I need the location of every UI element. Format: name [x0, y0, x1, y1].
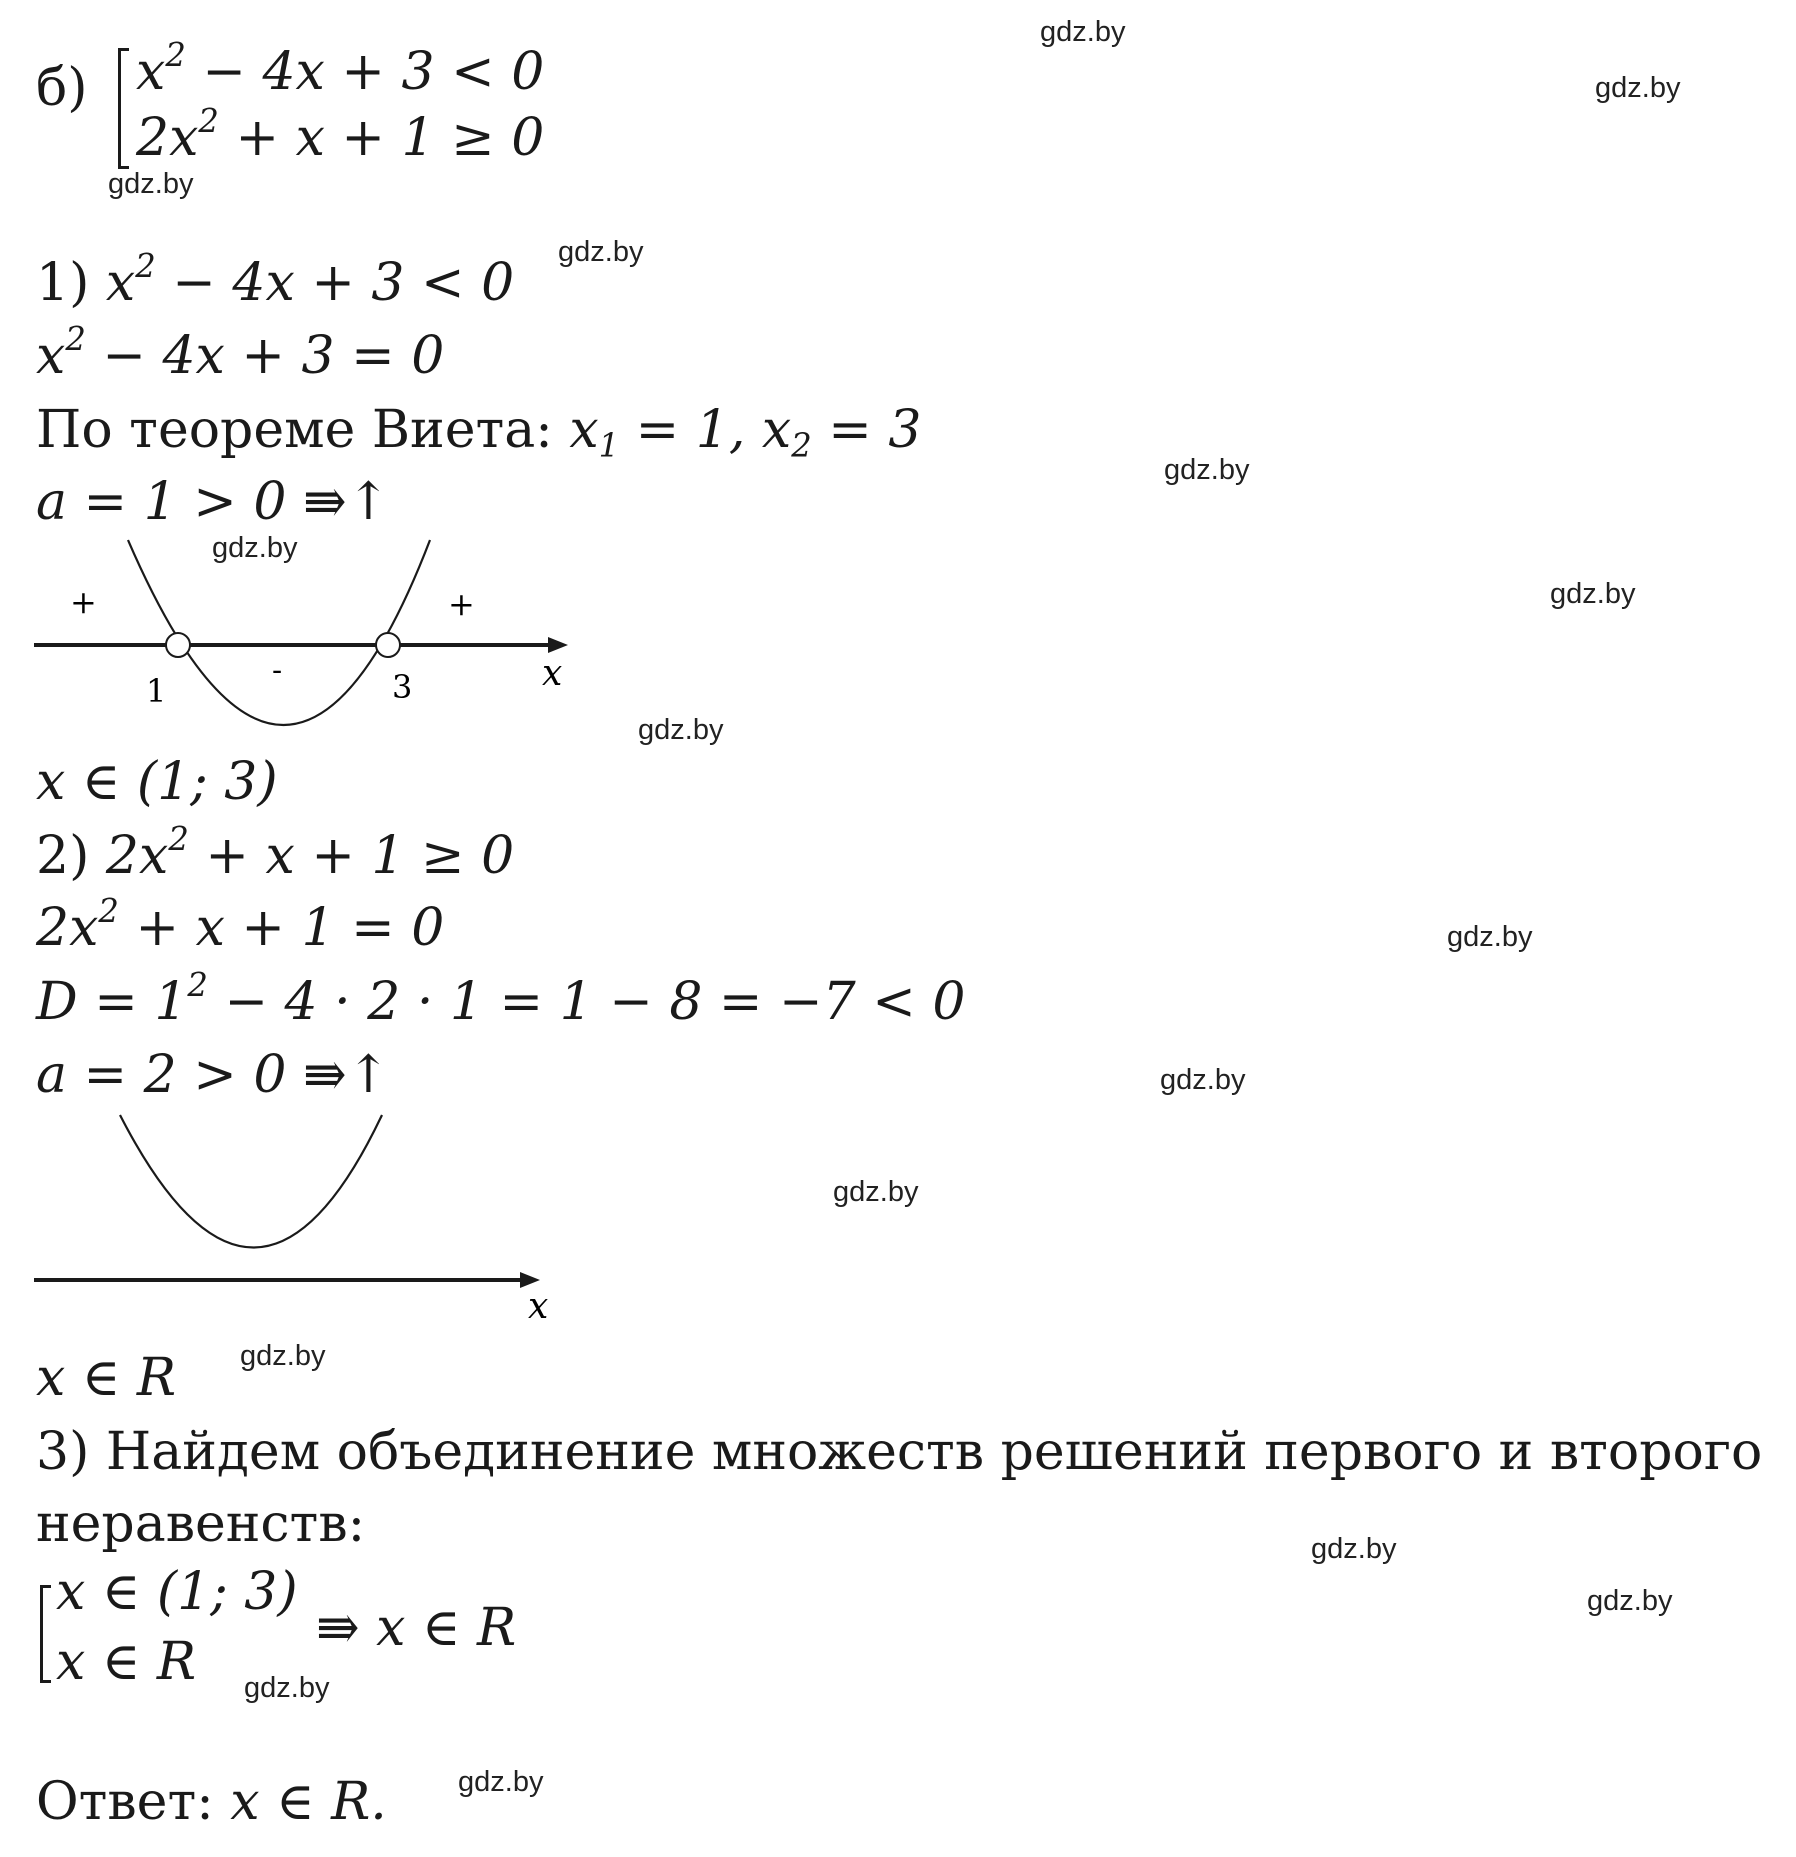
watermark: gdz.by	[1164, 454, 1250, 486]
part3-line2: неравенств:	[36, 1494, 366, 1554]
root-label-3: 3	[392, 668, 413, 706]
watermark: gdz.by	[458, 1766, 544, 1798]
watermark: gdz.by	[1311, 1533, 1397, 1565]
union-set-2: x ∈ R	[56, 1632, 197, 1692]
part3-line1: 3) Найдем объединение множеств решений первого и второго	[36, 1422, 1763, 1482]
watermark: gdz.by	[1040, 16, 1126, 48]
part2-equation: $2x^2 + x + 1 = 0$	[36, 891, 445, 958]
root-point-3	[376, 633, 400, 657]
watermark: gdz.by	[558, 236, 644, 268]
part2-result: x ∈ R	[36, 1348, 177, 1408]
watermark: gdz.by	[833, 1176, 919, 1208]
part1-leading-coef: a = 1 > 0 ⇛↑	[36, 472, 391, 532]
union-conclusion: ⇛ x ∈ R	[316, 1598, 517, 1658]
part1-heading: 1) $x^2 - 4x + 3 < 0$	[36, 246, 515, 313]
axis-arrow-1	[548, 637, 568, 653]
watermark: gdz.by	[108, 168, 194, 200]
problem-label: б)	[36, 58, 88, 118]
part2-leading-coef: a = 2 > 0 ⇛↑	[36, 1045, 391, 1105]
sign-minus: -	[272, 653, 283, 688]
watermark: gdz.by	[638, 714, 724, 746]
system-inequality-1: $x^2 - 4x + 3 < 0$	[136, 35, 545, 102]
root-point-1	[166, 633, 190, 657]
union-bracket	[40, 1585, 51, 1683]
sign-plus-right: +	[448, 585, 475, 623]
root-label-1: 1	[146, 672, 167, 710]
watermark: gdz.by	[244, 1672, 330, 1704]
watermark: gdz.by	[240, 1340, 326, 1372]
watermark: gdz.by	[1595, 72, 1681, 104]
watermark: gdz.by	[1447, 921, 1533, 953]
watermark: gdz.by	[1160, 1064, 1246, 1096]
part1-equation: $x^2 - 4x + 3 = 0$	[36, 319, 445, 386]
axis-label-x-2: x	[528, 1286, 549, 1327]
parabola-curve-2	[120, 1115, 382, 1248]
union-set-1: x ∈ (1; 3)	[56, 1562, 298, 1622]
watermark: gdz.by	[212, 532, 298, 564]
part1-vieta: По теореме Виета: $x_1 = 1$, $x_2 = 3$	[36, 400, 922, 465]
answer: Ответ: x ∈ R.	[36, 1772, 387, 1832]
sign-plus-left: +	[70, 583, 97, 621]
watermark: gdz.by	[1550, 578, 1636, 610]
part1-result: x ∈ (1; 3)	[36, 752, 278, 812]
system-inequality-2: $2x^2 + x + 1 \ge 0$	[136, 101, 545, 168]
watermark: gdz.by	[1587, 1585, 1673, 1617]
parabola-graph-1	[0, 530, 600, 750]
part2-heading: 2) $2x^2 + x + 1 \ge 0$	[36, 819, 515, 886]
system-bracket	[118, 48, 129, 169]
part2-discriminant: $D = 1^2 - 4 \cdot 2 \cdot 1 = 1 - 8 = -7 < 0$	[36, 965, 966, 1032]
axis-label-x-1: x	[542, 653, 563, 694]
parabola-graph-2	[0, 1110, 600, 1327]
